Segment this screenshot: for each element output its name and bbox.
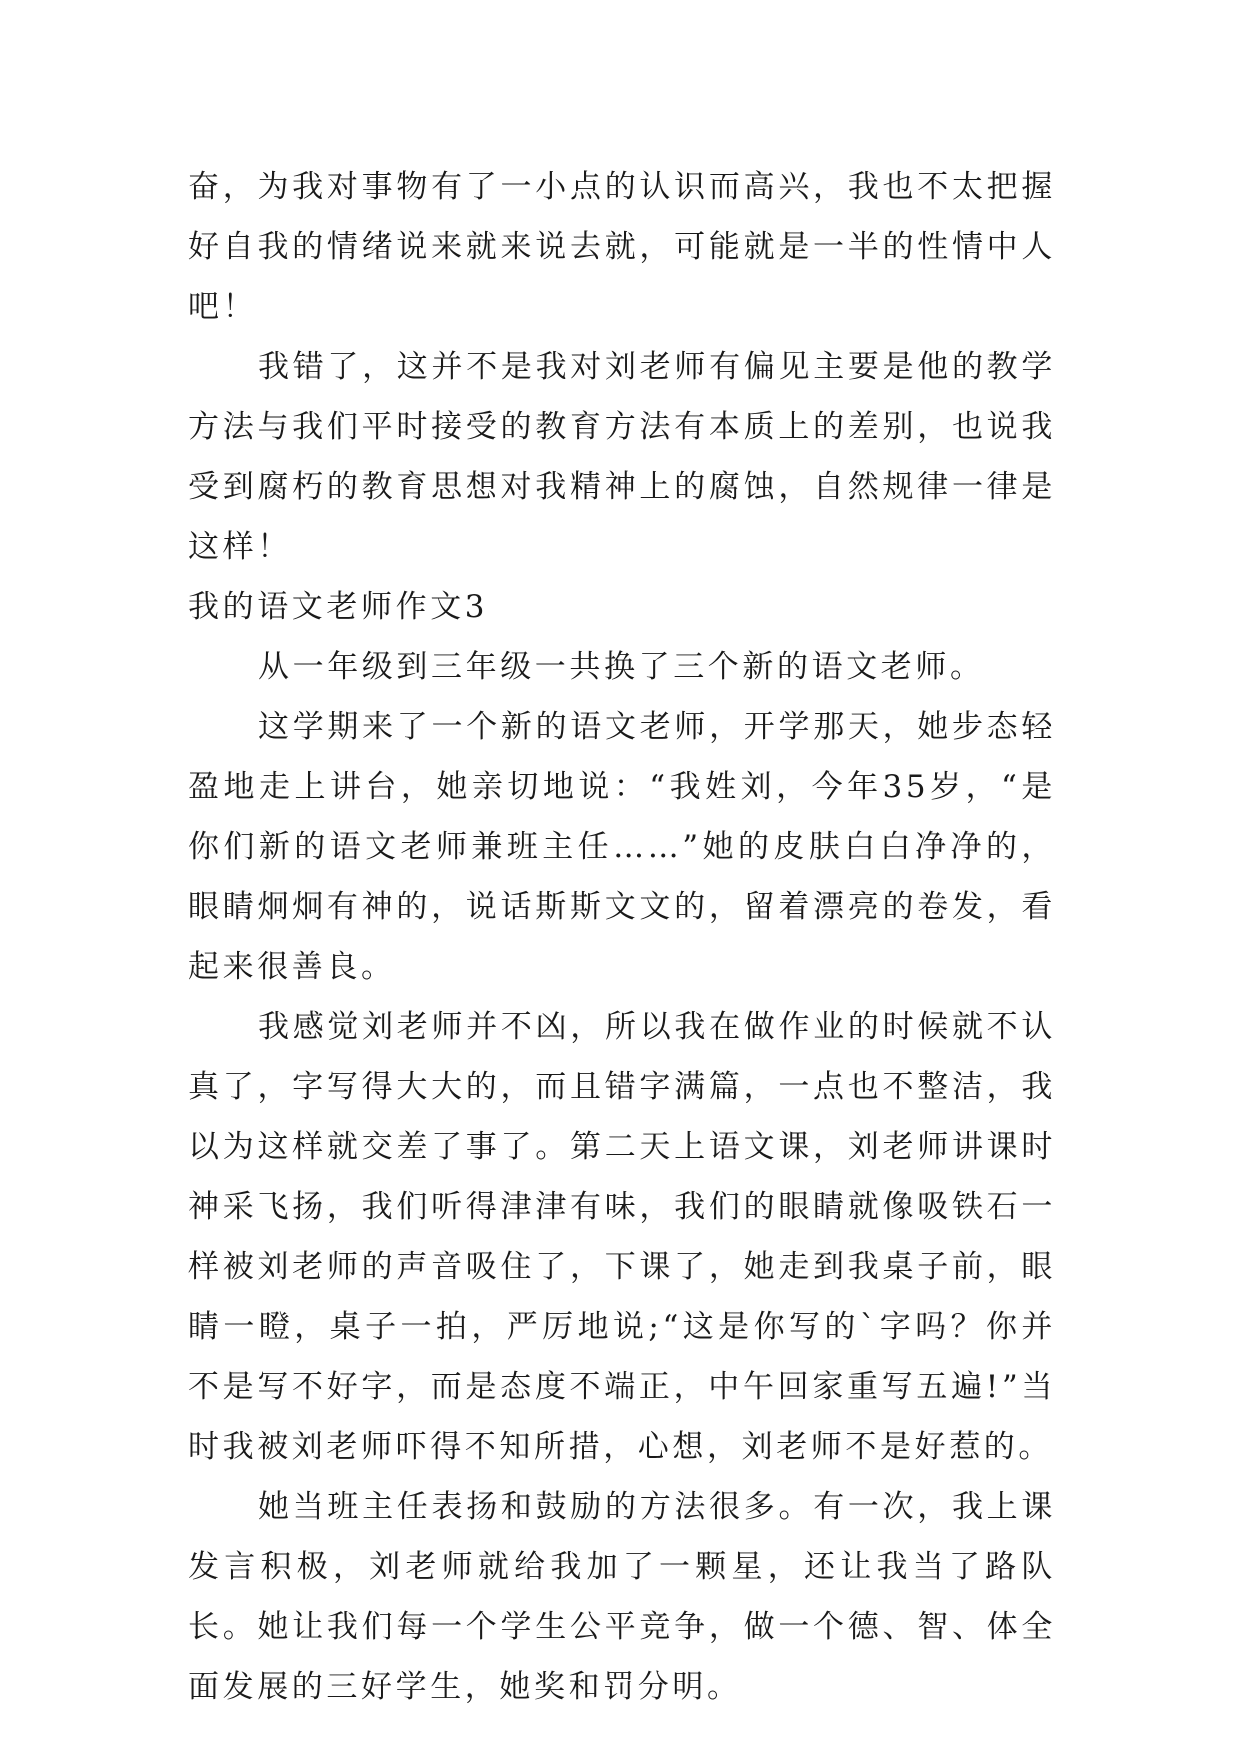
paragraph: 我错了，这并不是我对刘老师有偏见主要是他的教学方法与我们平时接受的教育方法有本质上的差别，也说我受到腐朽的教育思想对我精神上的腐蚀，自然规律一律是这样！ [188,349,1056,565]
section-heading: 我的语文老师作文3 [188,589,489,625]
paragraph: 从一年级到三年级一共换了三个新的语文老师。 [258,649,985,685]
document-body [188,157,1056,1717]
paragraph-continuation: 奋，为我对事物有了一小点的认识而高兴，我也不太把握好自我的情绪说来就来说去就，可能就是一半的性情中人吧！ [188,169,1056,325]
paragraph: 我感觉刘老师并不凶，所以我在做作业的时候就不认真了，字写得大大的，而且错字满篇，一点也不整洁，我以为这样就交差了事了。第二天上语文课，刘老师讲课时神采飞扬，我们听得津津有味，我们的眼睛就像吸铁石一样被刘老师的声音吸住了，下课了，她走到我桌子前，眼睛一瞪，桌子一拍，严厉地说;“这是你写的`字吗？你并不是写不好字，而是态度不端正，中午回家重写五遍!”当时我被刘老师吓得不知所措，心想，刘老师不是好惹的。 [188,1009,1056,1465]
paragraph: 她当班主任表扬和鼓励的方法很多。有一次，我上课发言积极，刘老师就给我加了一颗星，还让我当了路队长。她让我们每一个学生公平竞争，做一个德、智、体全面发展的三好学生，她奖和罚分明。 [188,1489,1056,1705]
paragraph: 这学期来了一个新的语文老师，开学那天，她步态轻盈地走上讲台，她亲切地说：“我姓刘，今年35岁，“是你们新的语文老师兼班主任……”她的皮肤白白净净的，眼睛炯炯有神的，说话斯斯文文的，留着漂亮的卷发，看起来很善良。 [188,709,1056,985]
